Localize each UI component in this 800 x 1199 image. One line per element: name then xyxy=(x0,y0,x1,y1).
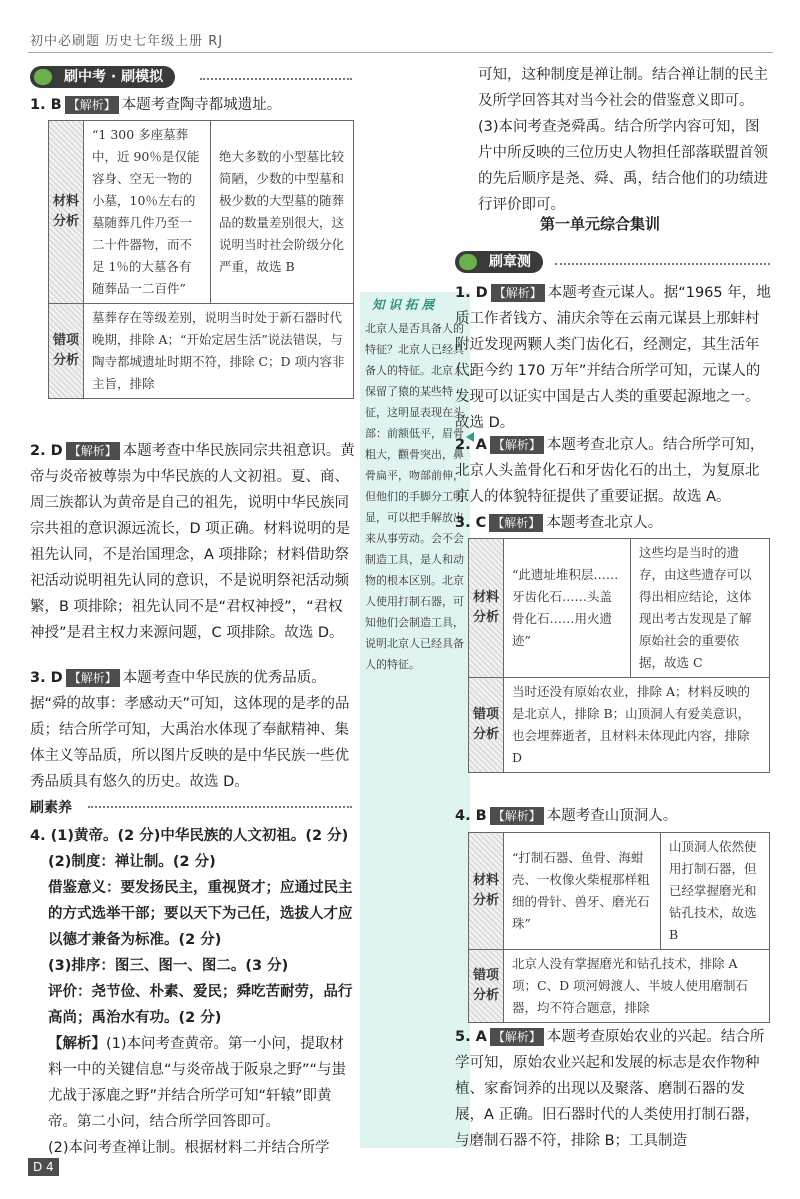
analysis-table-q3: 材料分析 “此遗址堆积层……牙齿化石……头盖骨化石……用火遗迹” 这些均是当时的遗存，由这些遗存可以得出相应结论，这体现出考古发现是了解原始社会的重要依据，故选 C 错项分析 当时还没有原始农业，排除 A；材料反映的是北京人，排除 B；山顶洞人有爱美意识，也会埋葬逝者，且材料未体现此内容，排除 D xyxy=(468,538,770,773)
page-number: D 4 xyxy=(28,1158,59,1176)
running-header: 初中必刷题 历史七年级上册 RJ xyxy=(30,34,224,49)
analysis-table-q1 xyxy=(48,120,354,399)
banner-label: 刷中考 · 刷模拟 xyxy=(64,69,164,85)
banner-literacy: 刷素养 xyxy=(30,800,72,816)
question-3-left: 3. D 【解析】 本题考查中华民族的优秀品质。据“舜的故事：孝感动天”可知，这体现的是孝的品质；结合所学可知，大禹治水体现了奉献精神、集体主义等品质，所以图片反映的是中华民族一些优秀品质具有悠久的历史。故选 D。 xyxy=(30,670,350,790)
dotted-rule xyxy=(88,806,352,808)
brush-icon xyxy=(459,254,477,270)
wrong-option-analysis: 墓葬存在等级差别，说明当时处于新石器时代晚期，排除 A；“开始定居生活”说法错误，与陶寺都城遗址时期不符，排除 C；D 项内容非主旨，排除 xyxy=(84,304,354,399)
question-2-right: 2. A 【解析】 本题考查北京人。结合所学可知，北京人头盖骨化石和牙齿化石的出土，为复原北京人的体貌特征提供了重要证据。故选 A。 xyxy=(455,437,765,505)
question-2-left: 2. D 【解析】 本题考查中华民族同宗共祖意识。黄帝与炎帝被尊崇为中华民族的人文初祖。夏、商、周三族都认为黄帝是自己的祖先，说明中华民族同宗共祖的意识源远流长，D 项正确。材料说明的是祖先认同，不是治国理念，A 项排除；材料借助祭祀活动说明祖先认同的意识，不是说明祭祀活动频繁，B 项排除；祖先认同不是“君权神授”，“君权神授”是君主权力来源问题，C 项排除。故选 D。 xyxy=(30,443,355,641)
material-analysis: 绝大多数的小型墓比较简陋，少数的中型墓和极少数的大型墓的随葬品的数量差别很大，这说明当时社会阶级分化严重，故选 B xyxy=(211,121,354,304)
material-quote: “1 300 多座墓葬中，近 90％是仅能容身、空无一物的小墓，10％左右的墓随葬几件乃至一二十件器物，而不足 1％的大墓各有随葬品一二百件” xyxy=(84,121,211,304)
sidebar-title: 知识拓展 xyxy=(372,297,439,312)
table-label: 错项分析 xyxy=(49,304,84,399)
header-divider xyxy=(28,52,773,53)
banner-label: 刷章测 xyxy=(489,254,531,270)
dotted-rule xyxy=(555,263,770,265)
continued-text-3: (3)本问考查尧舜禹。结合所学内容可知，图片中所反映的三位历史人物担任部落联盟首领的先后顺序是尧、舜、禹，结合他们的功绩进行评价即可。 xyxy=(478,119,768,213)
table-label: 材料分析 xyxy=(49,121,84,304)
question-4-left: 4. (1)黄帝。(2 分)中华民族的人文初祖。(2 分) (2)制度：禅让制。(2 分) 借鉴意义：要发扬民主，重视贤才；应通过民主的方式选举干部；要以天下为己任，选拔人才应以德才兼备为标准。(2 分) (3)排序：图三、图一、图二。(3 分) 评价：尧节俭、朴素、爱民；舜吃苦耐劳，品行高尚；禹治水有功。(2 分) 【解析】(1)本问考查黄帝。第一小问，提取材料一中的关键信息“与炎帝战于阪泉之野”“与蚩尤战于涿鹿之野”并结合所学可知“轩辕”即黄帝。第二小问，结合所学回答即可。 (2)本问考查禅让制。根据材料二并结合所学 xyxy=(30,828,353,1156)
sidebar-text: 北京人是否具备人的特征？北京人已经具备人的特征。北京人保留了猿的某些特征，这明显表现在头部：前额低平，眉骨粗大，颧骨突出，鼻骨扁平，吻部前伸，但他们的手脚分工明显，可以把手解放出来从事劳动。会不会制造工具，是人和动物的根本区别。北京人使用打制石器，可知他们会制造工具，说明北京人已经具备人的特征。 xyxy=(365,322,464,671)
banner-chapter-test xyxy=(455,251,543,273)
question-3-right: 3. C 【解析】 本题考查北京人。 xyxy=(455,515,663,531)
analysis-table-q4: 材料分析 “打制石器、鱼骨、海蚶壳、一枚像火柴棍那样粗细的骨针、兽牙、磨光石珠” 山顶洞人依然使用打制石器，但已经掌握磨光和钻孔技术，故选 B 错项分析 北京人没有掌握磨光和钻孔技术，排除 A 项；C、D 项河姆渡人、半坡人使用磨制石器，均不符合题意，排除 xyxy=(468,832,770,1023)
unit-title: 第一单元综合集训 xyxy=(540,215,661,233)
material-analysis: 山顶洞人依然使用打制石器，但已经掌握磨光和钻孔技术，故选 B xyxy=(661,833,770,950)
wrong-option-analysis: 当时还没有原始农业，排除 A；材料反映的是北京人，排除 B；山顶洞人有爱美意识，也会埋葬逝者，且材料未体现此内容，排除 D xyxy=(504,678,770,773)
question-5-right: 5. A 【解析】 本题考查原始农业的兴起。结合所学可知，原始农业兴起和发展的标志是农作物种植、家畜饲养的出现以及聚落、磨制石器的发展，A 正确。旧石器时代的人类使用打制石器，与磨制石器不符，排除 B；工具制造 xyxy=(455,1029,765,1149)
material-quote: “此遗址堆积层……牙齿化石……头盖骨化石……用火遗迹” xyxy=(504,539,631,678)
wrong-option-analysis: 北京人没有掌握磨光和钻孔技术，排除 A 项；C、D 项河姆渡人、半坡人使用磨制石器，均不符合题意，排除 xyxy=(504,950,770,1023)
question-1-left: 1. B 【解析】 本题考查陶寺都城遗址。 xyxy=(30,97,282,113)
question-4-right: 4. B 【解析】 本题考查山顶洞人。 xyxy=(455,808,678,824)
brush-icon xyxy=(34,69,52,85)
banner-mock-exam xyxy=(30,66,360,88)
material-analysis: 这些均是当时的遗存，由这些遗存可以得出相应结论，这体现出考古发现是了解原始社会的重要依据，故选 C xyxy=(631,539,770,678)
continued-text: 可知，这种制度是禅让制。结合禅让制的民主及所学回答其对当今社会的借鉴意义即可。 xyxy=(478,67,768,109)
question-1-right: 1. D 【解析】 本题考查元谋人。据“1965 年，地质工作者钱方、浦庆余等在云南元谋县上那蚌村附近发现两颗人类门齿化石，经测定，其生活年代距今约 170 万年”并结合所学可知，元谋人的发现可以证实中国是古人类的重要起源地之一。故选 D。 xyxy=(455,285,771,431)
material-quote: “打制石器、鱼骨、海蚶壳、一枚像火柴棍那样粗细的骨针、兽牙、磨光石珠” xyxy=(504,833,661,950)
dotted-rule xyxy=(200,78,352,80)
